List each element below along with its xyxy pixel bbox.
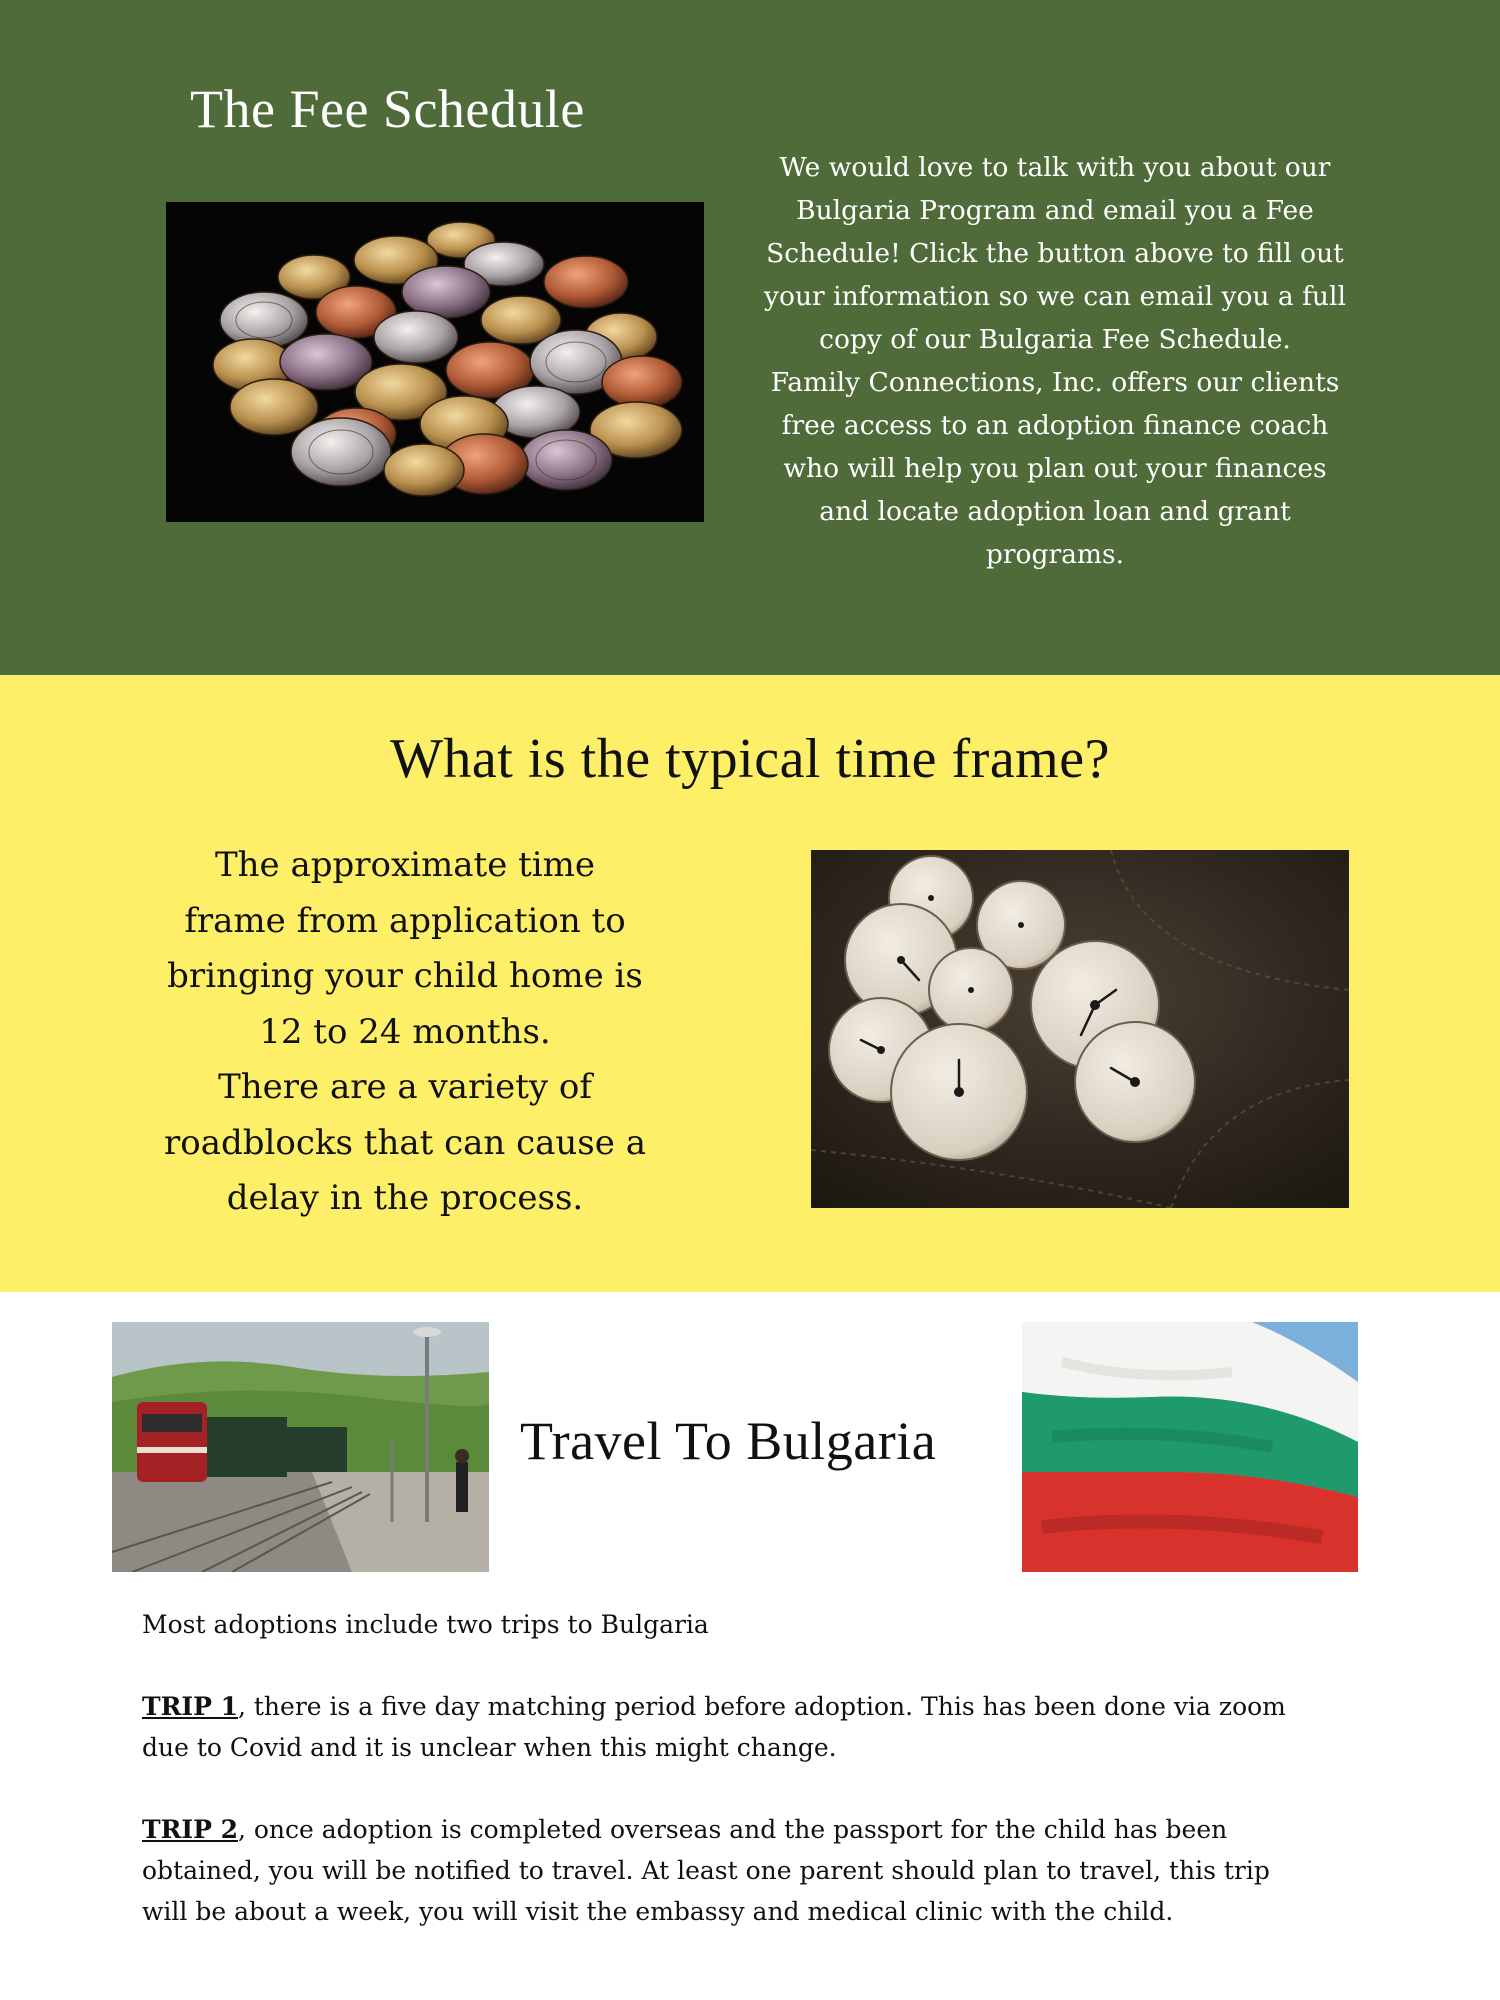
fee-line: free access to an adoption finance coach (781, 410, 1329, 441)
time-line: The approximate time (214, 845, 596, 885)
fee-line: Schedule! Click the button above to fill out (766, 238, 1344, 269)
trip2-text-line2: obtained, you will be notified to travel. At least one parent should plan to travel, this trip (142, 1856, 1270, 1885)
fee-line: who will help you plan out your finances (783, 453, 1327, 484)
time-line: roadblocks that can cause a (164, 1122, 646, 1163)
trip2-text: , once adoption is completed overseas and the passport for the child has been (237, 1815, 1228, 1844)
train-station-photo-icon (112, 1322, 489, 1572)
fee-schedule-title: The Fee Schedule (190, 79, 585, 139)
trip1-text: , there is a five day matching period before adoption. This has been done via zoom (237, 1692, 1286, 1721)
trip1-label: TRIP 1 (142, 1692, 238, 1721)
fee-line: Family Connections, Inc. offers our clients (770, 367, 1340, 398)
trip1-paragraph (142, 1686, 1342, 1727)
fee-line: Bulgaria Program and email you a Fee (796, 195, 1314, 226)
travel-details (142, 1604, 1342, 1932)
fee-line: We would love to talk with you about our (779, 152, 1331, 183)
fee-schedule-section (0, 0, 1500, 675)
trip1-text-line2: due to Covid and it is unclear when this might change. (142, 1733, 837, 1762)
time-line: 12 to 24 months. (259, 1011, 551, 1052)
bulgaria-flag-photo-icon (1022, 1322, 1358, 1572)
train-station-image (112, 1322, 489, 1572)
pocket-watches-image (811, 850, 1349, 1208)
trip2-text-line3: will be about a week, you will visit the embassy and medical clinic with the child. (142, 1897, 1174, 1926)
time-line: There are a variety of (218, 1067, 592, 1107)
travel-title: Travel To Bulgaria (520, 1411, 937, 1471)
travel-section (0, 1292, 1500, 2000)
trip2-paragraph (142, 1809, 1342, 1850)
time-frame-section (0, 675, 1500, 1292)
fee-schedule-description (740, 146, 1370, 576)
fee-line: and locate adoption loan and grant (819, 496, 1291, 527)
pocket-watches-photo-icon (811, 850, 1349, 1208)
fee-line: your information so we can email you a full (764, 281, 1346, 312)
time-frame-description (140, 838, 670, 1227)
fee-line: copy of our Bulgaria Fee Schedule. (819, 324, 1291, 355)
paragraph-spacer (142, 1768, 1342, 1809)
time-line: frame from application to (184, 900, 626, 941)
time-frame-title: What is the typical time frame? (390, 728, 1110, 790)
coins-image (166, 202, 704, 522)
travel-intro: Most adoptions include two trips to Bulgaria (142, 1610, 709, 1639)
bulgaria-flag-image (1022, 1322, 1358, 1572)
time-line: bringing your child home is (167, 956, 643, 996)
fee-line: programs. (985, 539, 1125, 570)
trip2-label: TRIP 2 (142, 1815, 238, 1844)
coins-photo-icon (166, 202, 704, 522)
paragraph-spacer (142, 1645, 1342, 1686)
time-line: delay in the process. (226, 1178, 584, 1218)
